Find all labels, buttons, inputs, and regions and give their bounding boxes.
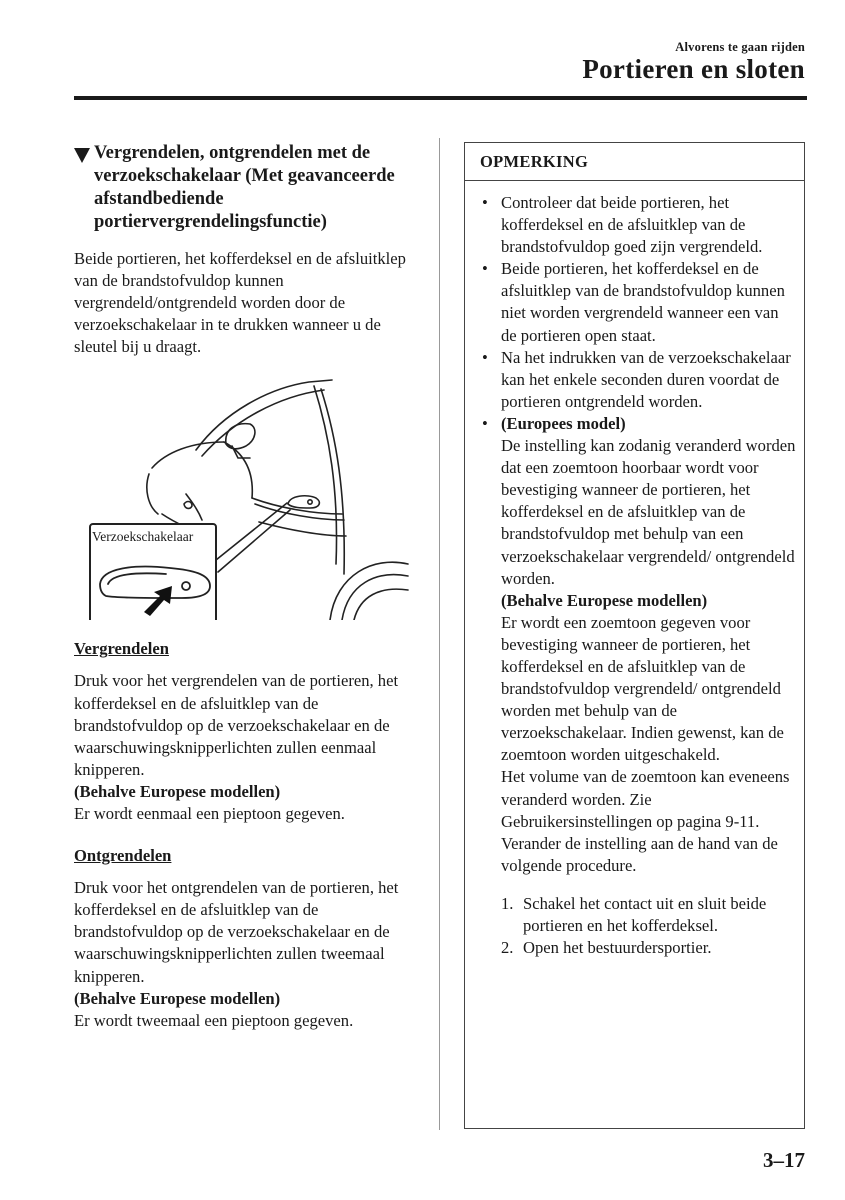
volume-text: Het volume van de zoemtoon kan eveneens veranderd worden. Zie Gebruikersinstellingen op pagina 9-11.: [501, 767, 790, 831]
chapter-title: Alvorens te gaan rijden: [675, 40, 805, 54]
step-text: Schakel het contact uit en sluit beide portieren en het kofferdeksel.: [523, 893, 767, 935]
unlock-paragraph: Druk voor het ontgrendelen van de portieren, het kofferdeksel en de afsluitklep van de brandstofvuldop op de verzoekschakelaar en de waarschuwingsknipperlichten zullen tweemaal knipperen.: [74, 878, 399, 986]
car-door-drawing: [74, 374, 424, 620]
note-item-text: Na het indrukken van de verzoekschakelaar kan het enkele seconden duren voordat de portieren ontgrendeld worden.: [501, 347, 791, 411]
note-list: [481, 192, 796, 877]
triangle-marker-icon: [74, 148, 90, 163]
page-title: Portieren en sloten: [582, 54, 805, 84]
note-item: [481, 347, 796, 413]
other-models-label: (Behalve Europese modellen): [501, 590, 708, 610]
intro-paragraph: Beide portieren, het kofferdeksel en de afsluitklep van de brandstofvuldop kunnen vergrendeld/ontgrendeld worden door de verzoekschakelaar in te drukken wanneer u de sleutel bij u draagt.: [74, 249, 406, 357]
unlock-variant-text: Er wordt tweemaal een pieptoon gegeven.: [74, 1010, 354, 1030]
note-item: [481, 192, 796, 258]
header-rule: [74, 96, 807, 100]
european-text: De instelling kan zodanig veranderd worden dat een zoemtoon hoorbaar wordt voor bevestiging wanneer de portieren, het kofferdeksel en de afsluitklep van de brandstofvuldop met behulp van een verzoekschakelaar vergrendeld/ ontgrendeld worden.: [501, 436, 796, 588]
note-box: [464, 142, 805, 1129]
door-handle-illustration: [74, 374, 424, 620]
bullet-icon: •: [482, 193, 488, 212]
note-item-text: Controleer dat beide portieren, het kofferdeksel en de afsluitklep van de brandstofvuldop goed zijn vergrendeld.: [501, 193, 763, 257]
callout-label: Verzoekschakelaar: [92, 529, 194, 545]
note-item: [481, 258, 796, 346]
left-column: [74, 142, 424, 1032]
step-number: 2.: [501, 938, 514, 958]
page-number: 3–17: [763, 1148, 805, 1172]
step-number: 1.: [501, 893, 514, 913]
procedure-step: [481, 893, 796, 937]
bullet-icon: •: [482, 259, 488, 279]
section-heading-text: Vergrendelen, ontgrendelen met de verzoekschakelaar (Met geavanceerde afstandbediende portiervergrendelingsfunctie): [94, 143, 395, 232]
european-label: (Europees model): [501, 413, 626, 433]
unlock-variant-label: (Behalve Europese modellen): [74, 988, 281, 1008]
note-body: [465, 181, 804, 959]
unlock-subheading: Ontgrendelen: [74, 846, 172, 866]
step-text: Open het bestuurdersportier.: [523, 938, 712, 958]
bullet-icon: •: [482, 347, 488, 367]
note-heading: OPMERKING: [465, 143, 804, 181]
column-divider: [439, 138, 440, 1130]
unlock-text: [74, 877, 424, 1032]
other-models-text: Er wordt een zoemtoon gegeven voor bevestiging wanneer de portieren, het kofferdeksel en de afsluitklep van de brandstofvuldop vergrendeld/ ontgrendeld worden met behulp van de verzoekschakelaar. Indien gewenst, kan de zoemtoon worden uitgeschakeld.: [501, 612, 784, 765]
procedure-text: Verander de instelling aan de hand van de volgende procedure.: [501, 833, 778, 875]
bullet-icon: •: [482, 413, 488, 433]
lock-paragraph: Druk voor het vergrendelen van de portieren, het kofferdeksel en de afsluitklep van de brandstofvuldop op de verzoekschakelaar en de waarschuwingsknipperlichten zullen eenmaal knipperen.: [74, 671, 399, 779]
note-item-text: Beide portieren, het kofferdeksel en de afsluitklep van de brandstofvuldop kunnen niet worden vergrendeld wanneer een van de portieren open staat.: [501, 259, 785, 345]
lock-text: [74, 670, 424, 825]
section-heading: [74, 142, 424, 234]
note-item-european: [481, 413, 796, 877]
lock-subheading: Vergrendelen: [74, 639, 169, 659]
lock-variant-text: Er wordt eenmaal een pieptoon gegeven.: [74, 804, 345, 824]
procedure-steps: [481, 893, 796, 959]
procedure-step: [481, 937, 796, 959]
lock-variant-label: (Behalve Europese modellen): [74, 781, 281, 801]
